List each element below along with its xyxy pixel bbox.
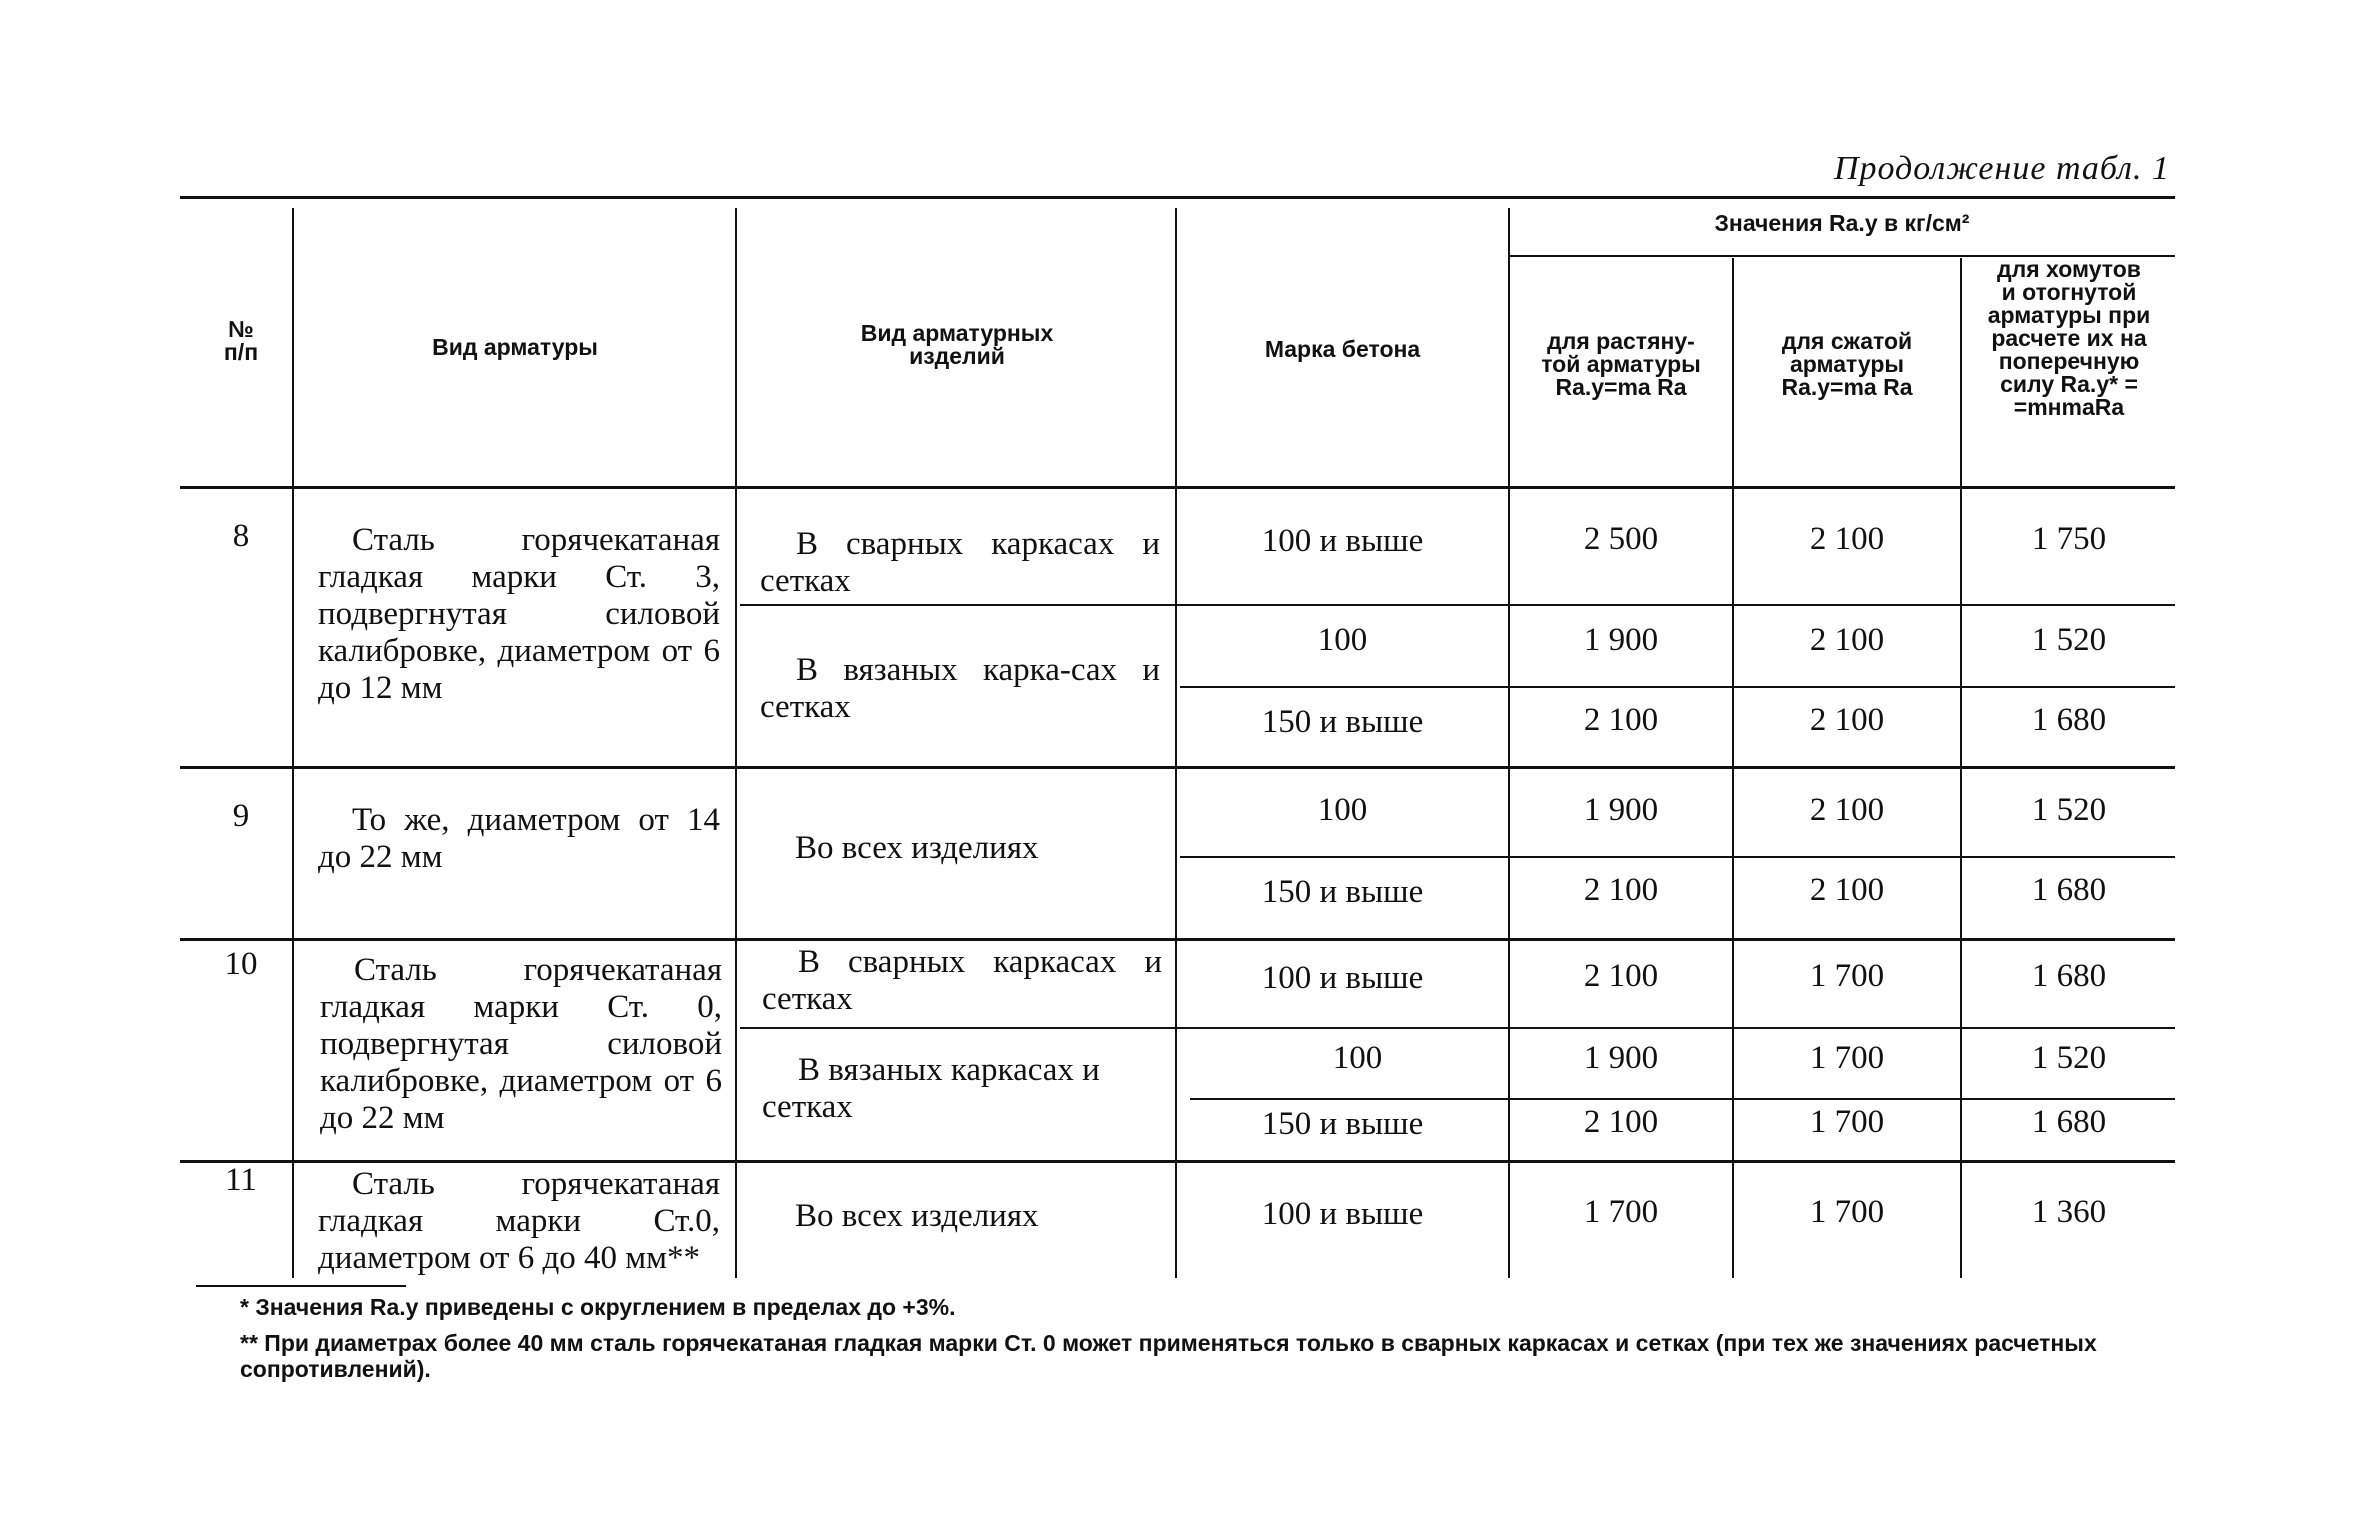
row9-product: Во всех изделиях: [795, 830, 1039, 866]
row10-v2-2: 1 700: [1809, 1040, 1885, 1076]
header-concrete-grade: Марка бетона: [1264, 336, 1421, 362]
row10-v1-2: 1 900: [1583, 1040, 1659, 1076]
continuation-title: Продолжение табл. 1: [1833, 150, 2170, 187]
row8-bottom-rule: [180, 766, 2175, 769]
header-col-stirrups: для хомутов и отогнутой арматуры при расчете их на поперечную силу Ra.y* = =mнmaRa: [1987, 256, 2151, 420]
row9-sub-rule: [1180, 856, 2175, 858]
col-divider-4: [1508, 208, 1510, 1278]
row10-sub-rule-2: [1190, 1098, 2175, 1100]
row8-product-2: В вязаных карка-сах и сетках: [760, 652, 1160, 725]
col-divider-5: [1732, 258, 1734, 1278]
header-col-tension: для растяну- той арматуры Ra.y=ma Ra: [1541, 328, 1701, 400]
header-col-compression: для сжатой арматуры Ra.y=ma Ra: [1781, 328, 1913, 400]
row11-v2: 1 700: [1809, 1194, 1885, 1230]
row11-num: 11: [225, 1162, 257, 1198]
col-divider-2: [735, 208, 737, 1278]
row8-v3-1: 1 750: [2031, 521, 2107, 557]
header-product-type: Вид арматурных изделий: [860, 320, 1054, 369]
row11-product: Во всех изделиях: [795, 1198, 1039, 1234]
row9-grade-2: 150 и выше: [1261, 874, 1424, 910]
row10-product-1: В сварных каркасах и сетках: [762, 944, 1162, 1017]
row8-product-1: В сварных каркасах и сетках: [760, 526, 1160, 599]
row10-grade-2: 100: [1332, 1040, 1383, 1076]
row9-bottom-rule: [180, 938, 2175, 941]
header-reinforcement-type: Вид арматуры: [432, 334, 598, 360]
row8-type: Сталь горячекатаная гладкая марки Ст. 3, подвергнутая силовой калибровке, диаметром от 6 до 12 мм: [318, 522, 720, 706]
row10-v1-1: 2 100: [1583, 958, 1659, 994]
row8-num: 8: [232, 518, 250, 554]
row9-v2-2: 2 100: [1809, 872, 1885, 908]
row10-v2-1: 1 700: [1809, 958, 1885, 994]
row8-v2-2: 2 100: [1809, 622, 1885, 658]
col-divider-1: [292, 208, 294, 1278]
row8-v3-2: 1 520: [2031, 622, 2107, 658]
row9-v1-2: 2 100: [1583, 872, 1659, 908]
row10-type: Сталь горячекатаная гладкая марки Ст. 0, подвергнутая силовой калибровке, диаметром от 6 до 22 мм: [320, 952, 722, 1136]
row8-v2-3: 2 100: [1809, 702, 1885, 738]
row10-grade-3: 150 и выше: [1261, 1106, 1424, 1142]
row8-grade-3: 150 и выше: [1261, 704, 1424, 740]
row8-v2-1: 2 100: [1809, 521, 1885, 557]
footnote-1: * Значения Ra.y приведены с округлением в пределах до +3%.: [240, 1294, 956, 1320]
row11-v3: 1 360: [2031, 1194, 2107, 1230]
row9-v1-1: 1 900: [1583, 792, 1659, 828]
row9-num: 9: [232, 798, 250, 834]
row9-grade-1: 100: [1317, 792, 1368, 828]
row11-type: Сталь горячекатаная гладкая марки Ст.0, диаметром от 6 до 40 мм**: [318, 1166, 720, 1276]
row8-v3-3: 1 680: [2031, 702, 2107, 738]
footnote-2: ** При диаметрах более 40 мм сталь горячекатаная гладкая марки Ст. 0 может применяться только в сварных каркасах и сетках (при тех же значениях расчетных сопротивлений).: [240, 1330, 2097, 1383]
row9-v2-1: 2 100: [1809, 792, 1885, 828]
header-num: № п/п: [223, 316, 259, 365]
row10-v3-3: 1 680: [2031, 1104, 2107, 1140]
row8-v1-2: 1 900: [1583, 622, 1659, 658]
row8-v1-1: 2 500: [1583, 521, 1659, 557]
row10-v3-1: 1 680: [2031, 958, 2107, 994]
row8-sub-rule-2: [1180, 686, 2175, 688]
col-divider-6: [1960, 258, 1962, 1278]
row10-product-2: В вязаных каркасах и сетках: [762, 1052, 1100, 1125]
row8-grade-1: 100 и выше: [1261, 523, 1424, 559]
row10-v3-2: 1 520: [2031, 1040, 2107, 1076]
header-values-group: Значения Ra.y в кг/см²: [1714, 210, 1970, 236]
row8-grade-2: 100: [1317, 622, 1368, 658]
row8-v1-3: 2 100: [1583, 702, 1659, 738]
row10-v2-3: 1 700: [1809, 1104, 1885, 1140]
row9-v3-2: 1 680: [2031, 872, 2107, 908]
footnote-rule: [196, 1285, 406, 1287]
row9-type: То же, диаметром от 14 до 22 мм: [318, 802, 720, 875]
row11-grade: 100 и выше: [1261, 1196, 1424, 1232]
header-bottom-rule: [180, 486, 2175, 489]
table-top-rule: [180, 196, 2175, 199]
row11-v1: 1 700: [1583, 1194, 1659, 1230]
row10-v1-3: 2 100: [1583, 1104, 1659, 1140]
row10-num: 10: [224, 946, 258, 982]
row10-bottom-rule: [180, 1160, 2175, 1163]
row10-grade-1: 100 и выше: [1261, 960, 1424, 996]
row9-v3-1: 1 520: [2031, 792, 2107, 828]
col-divider-3: [1175, 208, 1177, 1278]
